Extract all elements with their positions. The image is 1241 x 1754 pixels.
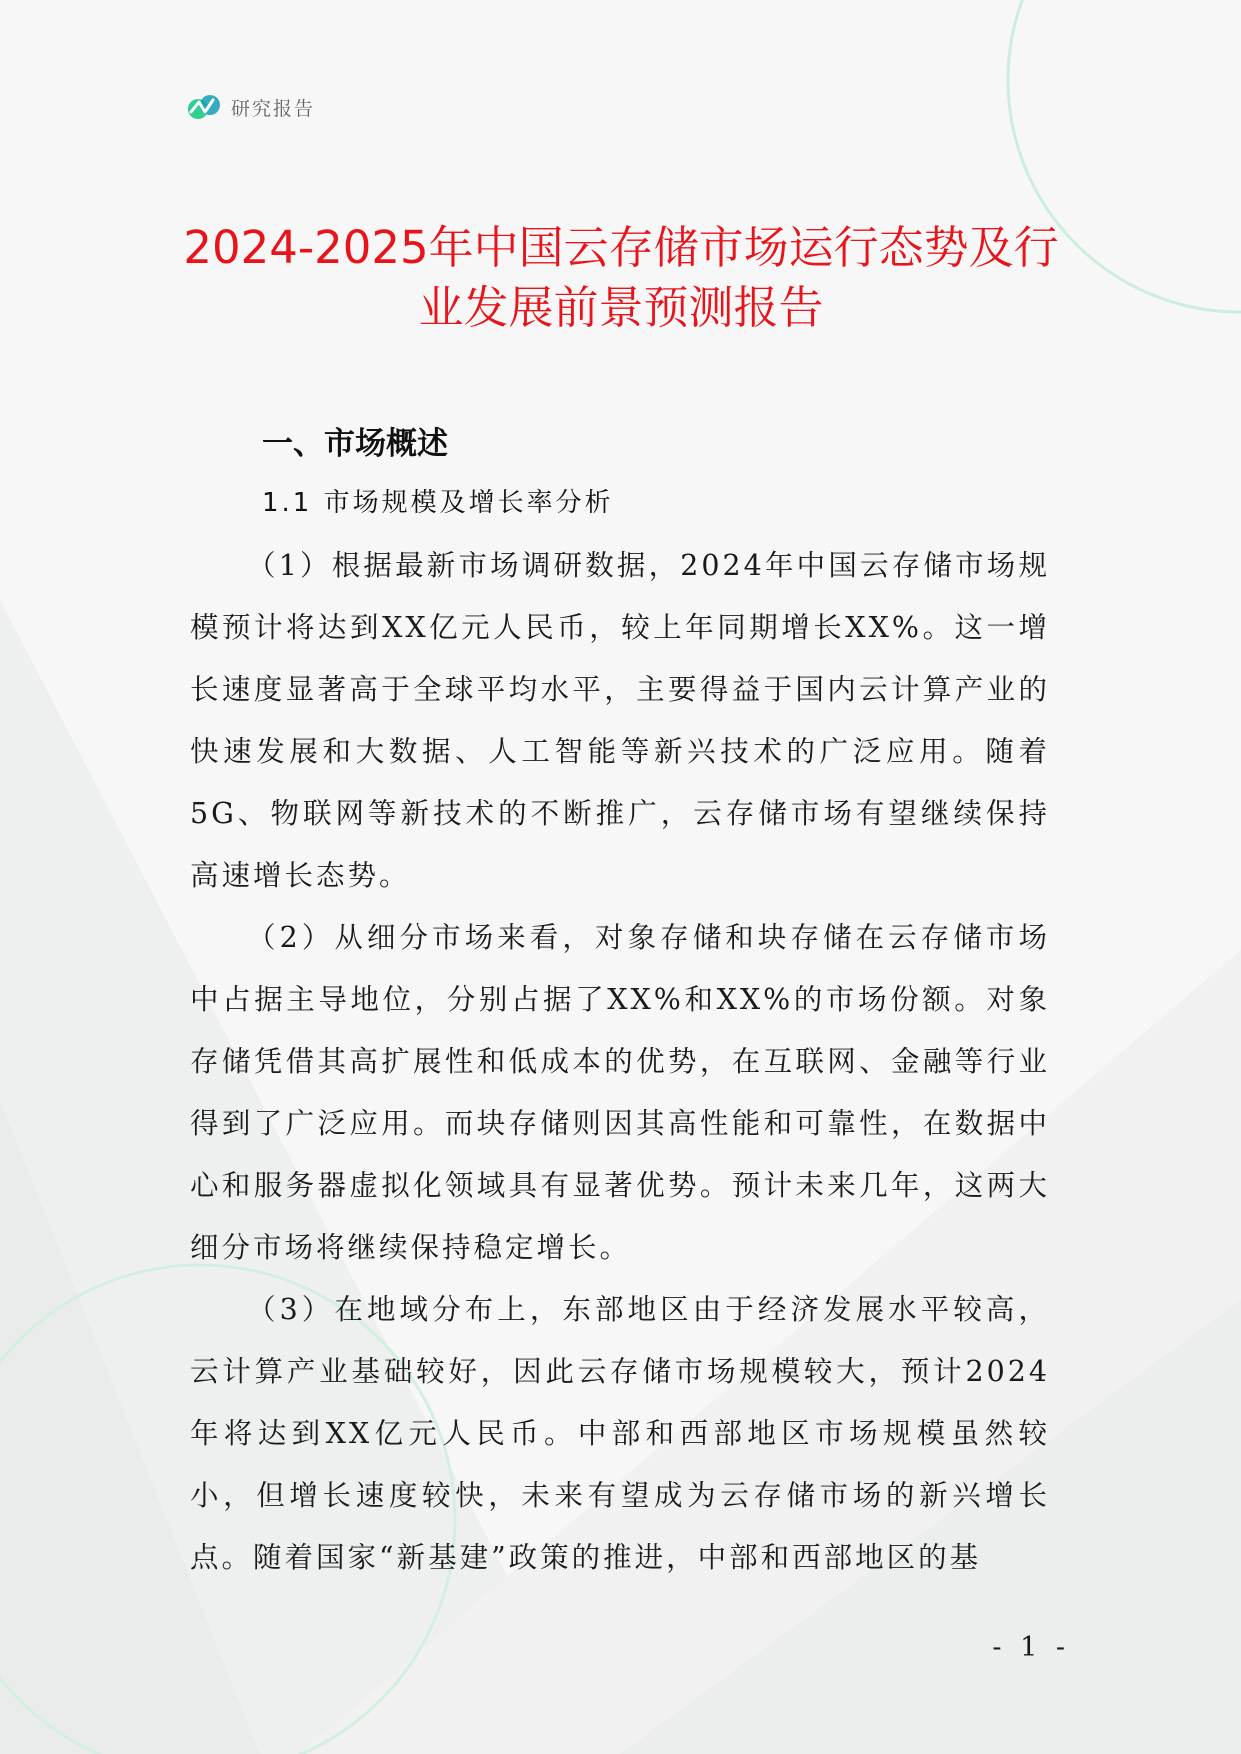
paragraph-1: （1）根据最新市场调研数据，2024年中国云存储市场规模预计将达到XX亿元人民币，较上年同期增长XX%。这一增长速度显著高于全球平均水平，主要得益于国内云计算产业的快速发展和大数据、人工智能等新兴技术的广泛应用。随着5G、物联网等新技术的不断推广，云存储市场有望继续保持高速增长态势。 — [190, 549, 1050, 892]
title-line-2: 业发展前景预测报告 — [418, 281, 824, 334]
subsection-heading: 1.1 市场规模及增长率分析 — [262, 488, 614, 518]
title-line-1: 2024-2025年中国云存储市场运行态势及行 — [183, 221, 1059, 274]
document-title — [150, 218, 1092, 338]
page-number: - 1 - — [992, 1632, 1070, 1663]
paragraph-3: （3）在地域分布上，东部地区由于经济发展水平较高，云计算产业基础较好，因此云存储市场规模较大，预计2024年将达到XX亿元人民币。中部和西部地区市场规模虽然较小，但增长速度较快，未来有望成为云存储市场的新兴增长点。随着国家“新基建”政策的推进，中部和西部地区的基 — [190, 1293, 1050, 1574]
document-body — [190, 535, 1050, 1589]
report-header — [187, 90, 315, 124]
paragraph-2: （2）从细分市场来看，对象存储和块存储在云存储市场中占据主导地位，分别占据了XX%和XX%的市场份额。对象存储凭借其高扩展性和低成本的优势，在互联网、金融等行业得到了广泛应用。而块存储则因其高性能和可靠性，在数据中心和服务器虚拟化领域具有显著优势。预计未来几年，这两大细分市场将继续保持稳定增长。 — [190, 921, 1050, 1264]
brand-logo-icon — [187, 90, 221, 124]
section-heading: 一、市场概述 — [262, 426, 448, 462]
header-label: 研究报告 — [231, 97, 316, 120]
